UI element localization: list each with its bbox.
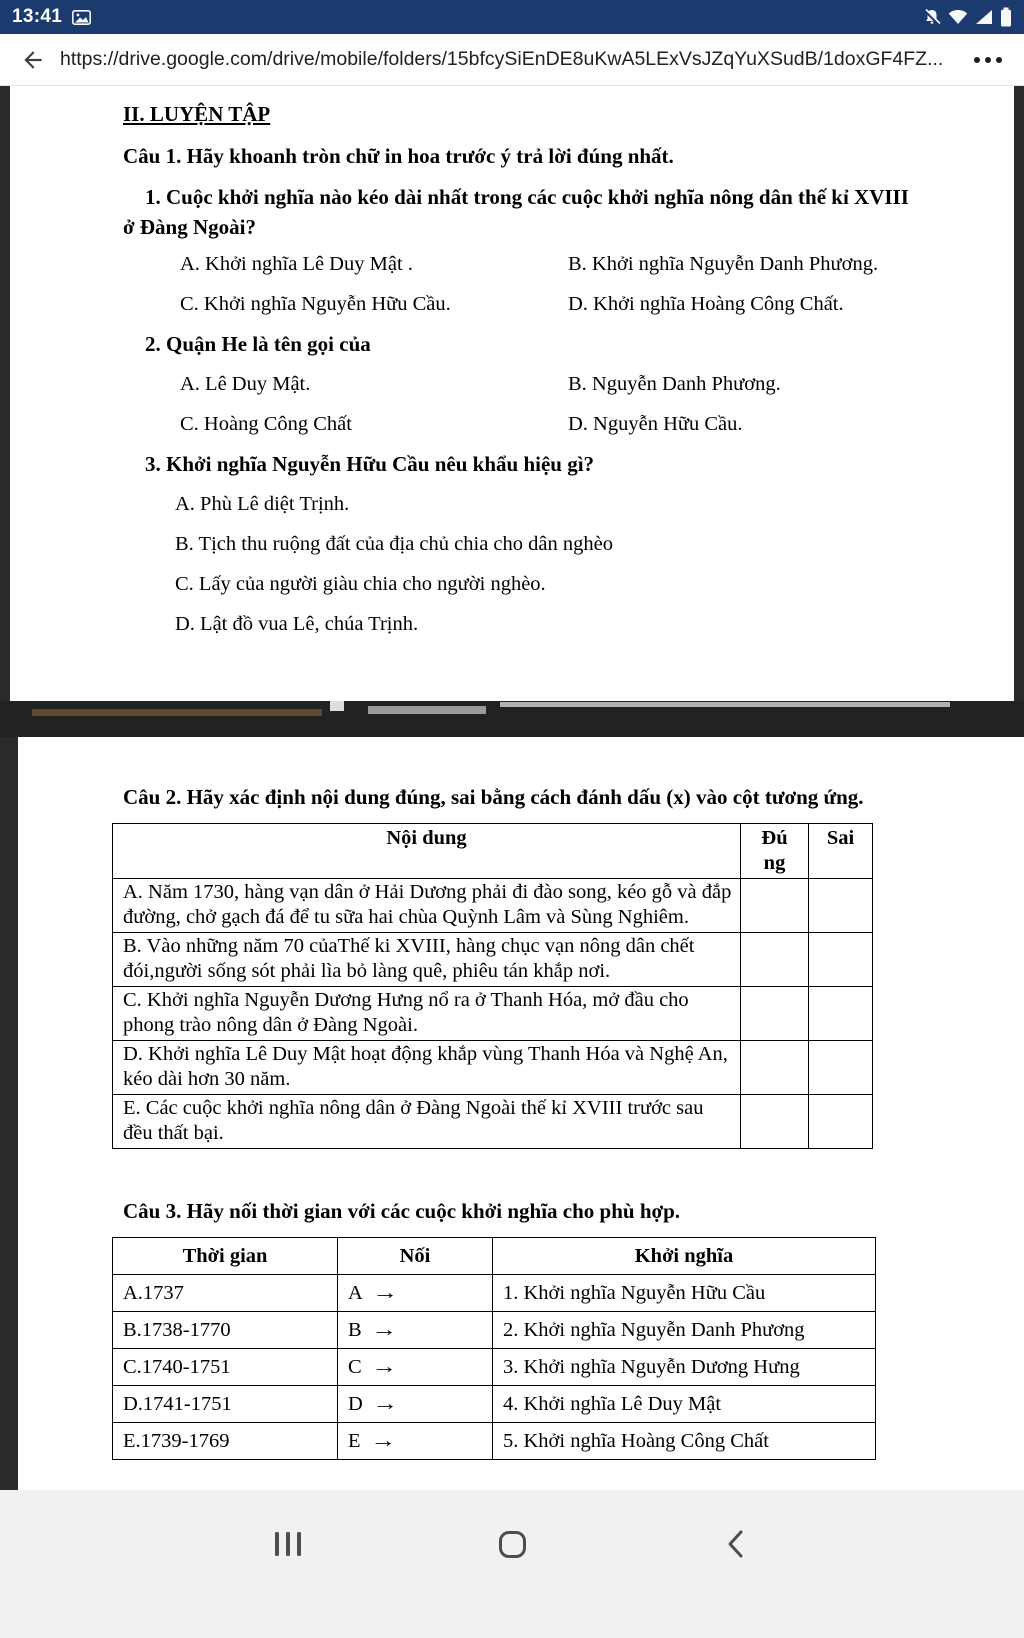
arrow-right-icon: → <box>372 1393 398 1415</box>
option: D. Nguyễn Hữu Cầu. <box>568 413 743 435</box>
table-row <box>113 1312 876 1349</box>
answer-cell-sai <box>809 987 873 1041</box>
time-cell: C.1740-1751 <box>113 1349 338 1386</box>
option: A. Phù Lê diệt Trịnh. <box>175 493 350 515</box>
statement-text: B. Vào những năm 70 củaThế ki XVIII, hàng chục vạn nông dân chết đói,người sống sót phải lìa bỏ làng quê, phiêu tán khắp nơi. <box>113 933 741 987</box>
option: D. Khởi nghĩa Hoàng Công Chất. <box>568 293 844 315</box>
page-footer-artifact <box>32 709 322 716</box>
back-arrow-icon[interactable] <box>20 47 46 73</box>
home-icon <box>499 1531 526 1558</box>
link-cell: B → <box>338 1312 493 1349</box>
android-nav-bar <box>0 1490 1024 1638</box>
uprising-cell: 2. Khởi nghĩa Nguyễn Danh Phương <box>493 1312 876 1349</box>
table-row <box>113 1386 876 1423</box>
time-cell: B.1738-1770 <box>113 1312 338 1349</box>
header-thoi-gian: Thời gian <box>113 1238 338 1275</box>
link-cell: D → <box>338 1386 493 1423</box>
recents-icon <box>275 1532 301 1556</box>
page-footer-artifact <box>368 706 486 714</box>
document-viewer[interactable] <box>0 86 1024 1490</box>
option: C. Khởi nghĩa Nguyễn Hữu Cầu. <box>180 293 451 315</box>
table-row <box>113 1349 876 1386</box>
option: A. Khởi nghĩa Lê Duy Mật . <box>180 253 413 275</box>
page-footer-artifact <box>500 702 950 707</box>
option: A. Lê Duy Mật. <box>180 373 311 395</box>
question-2-options <box>180 364 1014 444</box>
question-2-stem: 2. Quận He là tên gọi của <box>145 332 371 356</box>
answer-cell-dung <box>741 987 809 1041</box>
page-break-band <box>0 701 1024 737</box>
wifi-icon <box>948 9 968 25</box>
matching-table <box>112 1237 876 1460</box>
back-button[interactable] <box>718 1528 754 1560</box>
home-button[interactable] <box>494 1528 530 1560</box>
answer-cell-sai <box>809 933 873 987</box>
time-cell: A.1737 <box>113 1275 338 1312</box>
answer-cell-sai <box>809 1095 873 1149</box>
option: C. Hoàng Công Chất <box>180 413 352 435</box>
signal-icon <box>975 9 993 25</box>
answer-cell-dung <box>741 1095 809 1149</box>
table-row <box>113 933 873 987</box>
option: B. Khởi nghĩa Nguyễn Danh Phương. <box>568 253 879 275</box>
question-3-stem: 3. Khởi nghĩa Nguyễn Hữu Cầu nêu khẩu hiệu gì? <box>145 452 595 476</box>
table-row <box>113 879 873 933</box>
document-page-1 <box>10 86 1014 701</box>
link-cell: E → <box>338 1423 493 1460</box>
mute-icon <box>923 8 941 26</box>
table-row <box>113 1423 876 1460</box>
table-row <box>113 1275 876 1312</box>
page-footer-artifact <box>330 701 344 711</box>
question-1-stem: 1. Cuộc khởi nghĩa nào kéo dài nhất trong các cuộc khởi nghĩa nông dân thế kỉ XVIII ở Đàng Ngoài? <box>123 185 909 239</box>
overflow-menu-icon[interactable] <box>972 51 1004 69</box>
answer-cell-sai <box>809 879 873 933</box>
statement-text: D. Khởi nghĩa Lê Duy Mật hoạt động khắp vùng Thanh Hóa và Nghệ An, kéo dài hơn 30 năm. <box>113 1041 741 1095</box>
table-header-row <box>113 824 873 879</box>
header-sai: Sai <box>809 824 873 879</box>
answer-cell-dung <box>741 933 809 987</box>
battery-icon <box>1000 7 1012 27</box>
table-header-row <box>113 1238 876 1275</box>
table-row <box>113 1095 873 1149</box>
back-chevron-icon <box>725 1529 747 1559</box>
header-khoi-nghia: Khởi nghĩa <box>493 1238 876 1275</box>
answer-cell-dung <box>741 1041 809 1095</box>
option: B. Tịch thu ruộng đất của địa chủ chia cho dân nghèo <box>175 533 613 555</box>
true-false-table <box>112 823 873 1149</box>
cau2-intro: Câu 2. Hãy xác định nội dung đúng, sai bằng cách đánh dấu (x) vào cột tương ứng. <box>123 785 864 809</box>
table-row <box>113 987 873 1041</box>
answer-cell-sai <box>809 1041 873 1095</box>
arrow-right-icon: → <box>371 1356 397 1378</box>
document-page-2 <box>18 737 1024 1490</box>
question-1-options <box>180 244 1014 324</box>
link-cell: A → <box>338 1275 493 1312</box>
time-cell: E.1739-1769 <box>113 1423 338 1460</box>
section-title: II. LUYỆN TẬP <box>123 102 271 126</box>
arrow-right-icon: → <box>372 1282 398 1304</box>
uprising-cell: 4. Khởi nghĩa Lê Duy Mật <box>493 1386 876 1423</box>
arrow-right-icon: → <box>369 1430 396 1452</box>
status-bar <box>0 0 1024 34</box>
option: C. Lấy của người giàu chia cho người nghèo. <box>175 573 546 595</box>
option: B. Nguyễn Danh Phương. <box>568 373 781 395</box>
recents-button[interactable] <box>270 1528 306 1560</box>
browser-url-bar <box>0 34 1024 86</box>
header-noi: Nối <box>338 1238 493 1275</box>
uprising-cell: 3. Khởi nghĩa Nguyễn Dương Hưng <box>493 1349 876 1386</box>
question-3-options <box>175 484 1014 644</box>
table-row <box>113 1041 873 1095</box>
statement-text: A. Năm 1730, hàng vạn dân ở Hải Dương phải đi đào song, kéo gỗ và đắp đường, chở gạch đá để tu sữa hai chùa Quỳnh Lâm và Sùng Nghiêm. <box>113 879 741 933</box>
time-cell: D.1741-1751 <box>113 1386 338 1423</box>
uprising-cell: 1. Khởi nghĩa Nguyễn Hữu Cầu <box>493 1275 876 1312</box>
cau3-intro: Câu 3. Hãy nối thời gian với các cuộc khởi nghĩa cho phù hợp. <box>123 1199 681 1223</box>
answer-cell-dung <box>741 879 809 933</box>
header-noi-dung: Nội dung <box>113 824 741 879</box>
arrow-right-icon: → <box>371 1319 397 1341</box>
statement-text: C. Khởi nghĩa Nguyễn Dương Hưng nổ ra ở Thanh Hóa, mở đầu cho phong trào nông dân ở Đàng Ngoài. <box>113 987 741 1041</box>
url-text[interactable]: https://drive.google.com/drive/mobile/folders/15bfcySiEnDE8uKwA5LExVsJZqYuXSudB/1doxGF4FZ... <box>60 48 944 70</box>
header-dung: Đúng <box>741 824 809 879</box>
cau1-intro: Câu 1. Hãy khoanh tròn chữ in hoa trước ý trả lời đúng nhất. <box>123 144 674 168</box>
link-cell: C → <box>338 1349 493 1386</box>
uprising-cell: 5. Khởi nghĩa Hoàng Công Chất <box>493 1423 876 1460</box>
status-time: 13:41 <box>12 6 63 27</box>
screenshot-notification-icon <box>72 10 91 25</box>
statement-text: E. Các cuộc khởi nghĩa nông dân ở Đàng Ngoài thế kỉ XVIII trước sau đều thất bại. <box>113 1095 741 1149</box>
option: D. Lật đồ vua Lê, chúa Trịnh. <box>175 613 419 635</box>
